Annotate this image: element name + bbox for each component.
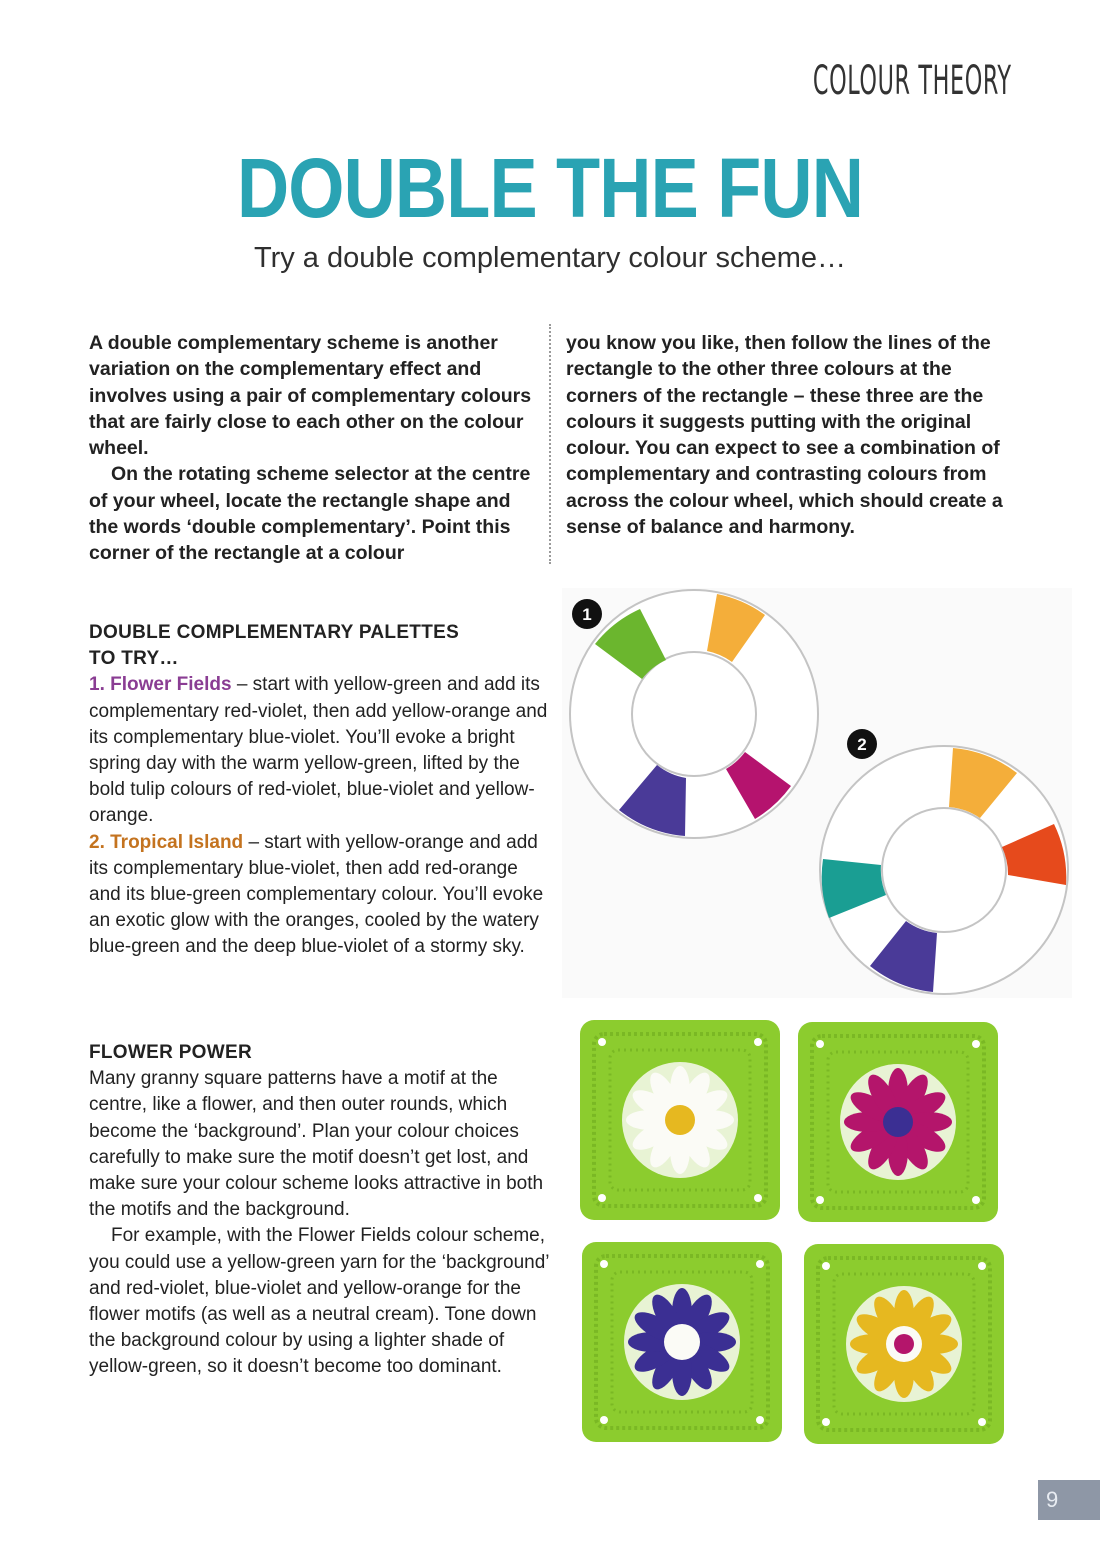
flower-center	[883, 1107, 913, 1137]
square-corner-hole	[756, 1260, 764, 1268]
intro-paragraph-1: A double complementary scheme is another variation on the complementary effect and involves using a pair of complementary colours that are fairly close to each other on the colour wheel.	[89, 332, 532, 460]
square-corner-hole	[754, 1038, 762, 1046]
palettes-heading	[89, 620, 549, 672]
tropical-island-text: – start with yellow-orange and add its complementary blue-violet, then add red-orange and its blue-green complementary colour. You’ll evoke an exotic glow with the oranges, cooled by the watery blue-green and the deep blue-violet of a stormy sky.	[89, 831, 544, 958]
intro-left-column	[89, 330, 539, 567]
flower-center	[894, 1334, 914, 1354]
square-corner-hole	[598, 1194, 606, 1202]
palette-item-tropical-island	[89, 830, 549, 961]
page-subtitle: Try a double complementary colour scheme…	[253, 242, 847, 274]
granny-square-yellow-flower	[804, 1244, 1004, 1444]
tropical-island-label: 2. Tropical Island	[89, 831, 244, 853]
square-corner-hole	[972, 1040, 980, 1048]
square-corner-hole	[972, 1196, 980, 1204]
granny-square-purple-flower	[582, 1242, 782, 1442]
square-corner-hole	[816, 1040, 824, 1048]
flower-fields-label: 1. Flower Fields	[89, 674, 232, 696]
square-corner-hole	[816, 1196, 824, 1204]
granny-square-daisy	[580, 1020, 780, 1220]
intro-paragraph-2: On the rotating scheme selector at the centre of your wheel, locate the rectangle shape and the words ‘double complementary’. Point this corner of the rectangle at a colour	[89, 463, 531, 565]
section-label: COLOUR THEORY	[813, 58, 1012, 104]
wheel-2-inner-ring	[882, 808, 1006, 932]
colour-wheels-illustration	[562, 588, 1072, 998]
wheel-1-badge-number: 1	[582, 605, 592, 624]
palettes-section	[89, 620, 549, 961]
square-corner-hole	[822, 1418, 830, 1426]
square-corner-hole	[754, 1194, 762, 1202]
flower-center	[672, 1332, 692, 1352]
page-title: DOUBLE THE FUN	[236, 141, 864, 235]
palettes-heading-line-2: TO TRY…	[89, 648, 179, 670]
colour-wheel-2	[820, 746, 1068, 994]
flower-power-paragraph-1: Many granny square patterns have a motif at the centre, like a flower, and then outer rounds, which become the ‘background’. Plan your colour choices carefully to make sure the motif doesn’t get lost, and make sure your colour scheme looks attractive in both the motifs and the background.	[89, 1068, 544, 1221]
page-number: 9	[1046, 1487, 1059, 1512]
square-corner-hole	[978, 1418, 986, 1426]
flower-center	[665, 1105, 695, 1135]
intro-paragraph-3: you know you like, then follow the lines of the rectangle to the other three colours at the corners of the rectangle – these three are the colours it suggests putting with the original colour. You can expect to see a combination of complementary and contrasting colours from across the colour wheel, which should create a sense of balance and harmony.	[566, 332, 1003, 539]
flower-power-heading: FLOWER POWER	[89, 1042, 252, 1063]
granny-square-magenta-flower	[798, 1022, 998, 1222]
wheel-1-inner-ring	[632, 652, 756, 776]
wheel-2-badge-number: 2	[857, 735, 867, 754]
square-corner-hole	[978, 1262, 986, 1270]
column-divider	[549, 324, 551, 564]
square-corner-hole	[598, 1038, 606, 1046]
square-corner-hole	[600, 1260, 608, 1268]
granny-squares-svg	[578, 1016, 1006, 1448]
intro-right-column	[566, 330, 1016, 540]
colour-wheel-1	[570, 590, 818, 838]
square-corner-hole	[822, 1262, 830, 1270]
flower-fields-text: – start with yellow-green and add its complementary red-violet, then add yellow-orange and its complementary blue-violet. You’ll evoke a bright spring day with the warm yellow-green, lifted by the bold tulip colours of red-violet, blue-violet and yellow-orange.	[89, 674, 548, 827]
granny-squares-photo	[578, 1016, 1006, 1448]
colour-wheels-svg	[562, 588, 1072, 998]
square-corner-hole	[756, 1416, 764, 1424]
page-number-tab	[1038, 1480, 1100, 1520]
palettes-heading-line-1: DOUBLE COMPLEMENTARY PALETTES	[89, 622, 460, 643]
flower-power-paragraph-2: For example, with the Flower Fields colour scheme, you could use a yellow-green yarn for the ‘background’ and red-violet, blue-violet and yellow-orange for the flower motifs (as well as a neutral cream). Tone down the background colour by using a lighter shade of yellow-green, so it doesn’t become too dominant.	[89, 1225, 549, 1378]
palette-item-flower-fields	[89, 672, 549, 829]
square-corner-hole	[600, 1416, 608, 1424]
flower-power-section	[89, 1040, 549, 1381]
